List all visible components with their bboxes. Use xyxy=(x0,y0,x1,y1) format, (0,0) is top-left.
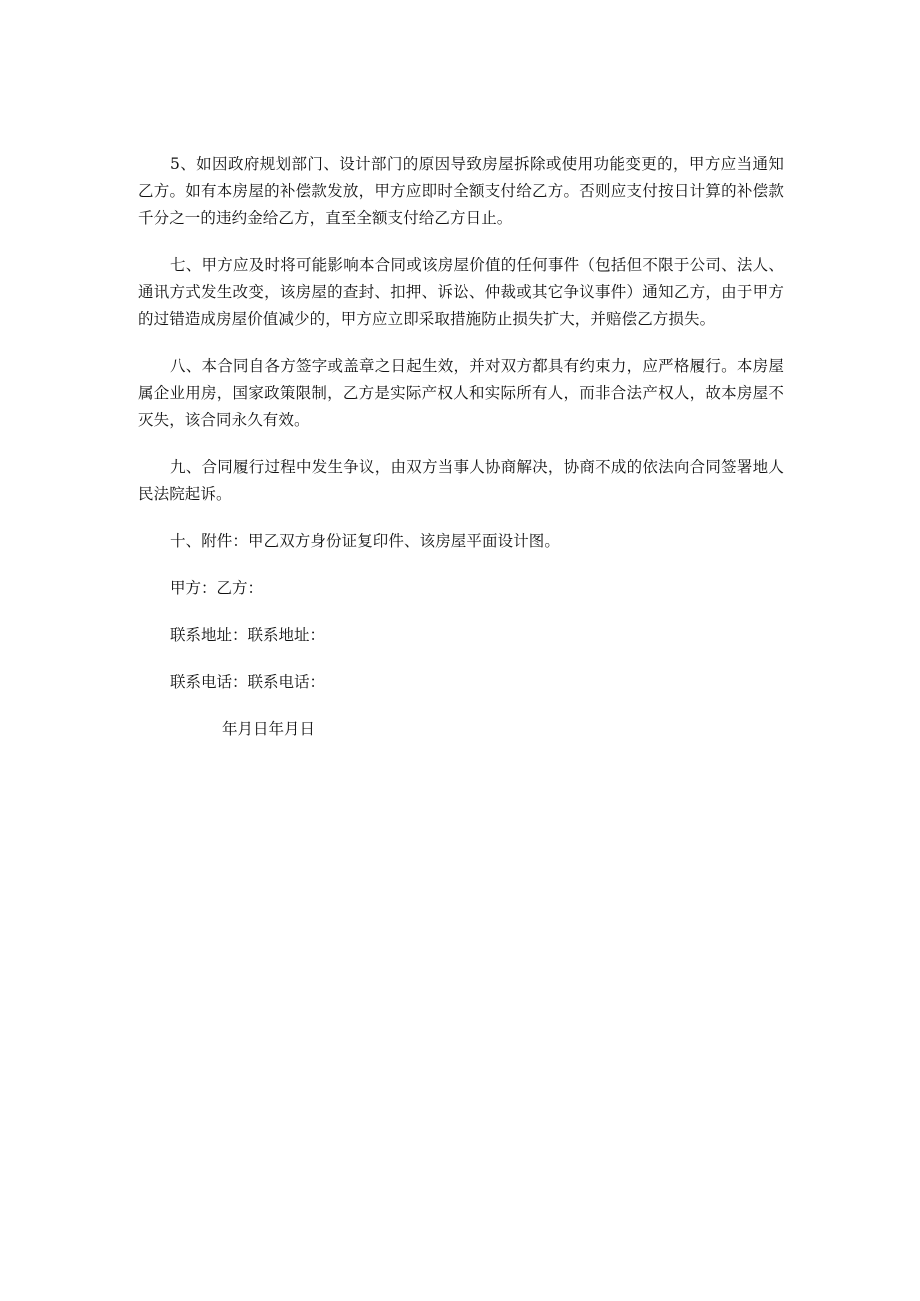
clause-7: 七、甲方应及时将可能影响本合同或该房屋价值的任何事件（包括但不限于公司、法人、通讯方式发生改变，该房屋的查封、扣押、诉讼、仲裁或其它争议事件）通知乙方，由于甲方的过错造成房屋价值减少的，甲方应立即采取措施防止损失扩大，并赔偿乙方损失。 xyxy=(138,256,784,328)
clause-9: 九、合同履行过程中发生争议，由双方当事人协商解决，协商不成的依法向合同签署地人民法院起诉。 xyxy=(138,458,784,503)
clause-10: 十、附件：甲乙双方身份证复印件、该房屋平面设计图。 xyxy=(170,532,561,550)
signature-date: 年月日年月日 xyxy=(222,720,316,738)
signature-address: 联系地址：联系地址： xyxy=(170,626,326,644)
clause-8: 八、本合同自各方签字或盖章之日起生效，并对双方都具有约束力，应严格履行。本房屋属企业用房，国家政策限制，乙方是实际产权人和实际所有人，而非合法产权人，故本房屋不灭失，该合同永久有效。 xyxy=(138,357,784,429)
clause-5: 5、如因政府规划部门、设计部门的原因导致房屋拆除或使用功能变更的，甲方应当通知乙方。如有本房屋的补偿款发放，甲方应即时全额支付给乙方。否则应支付按日计算的补偿款千分之一的违约金给乙方，直至全额支付给乙方日止。 xyxy=(138,155,784,227)
signature-parties: 甲方：乙方： xyxy=(170,579,264,597)
signature-phone: 联系电话：联系电话： xyxy=(170,673,326,691)
document-body xyxy=(138,151,784,743)
